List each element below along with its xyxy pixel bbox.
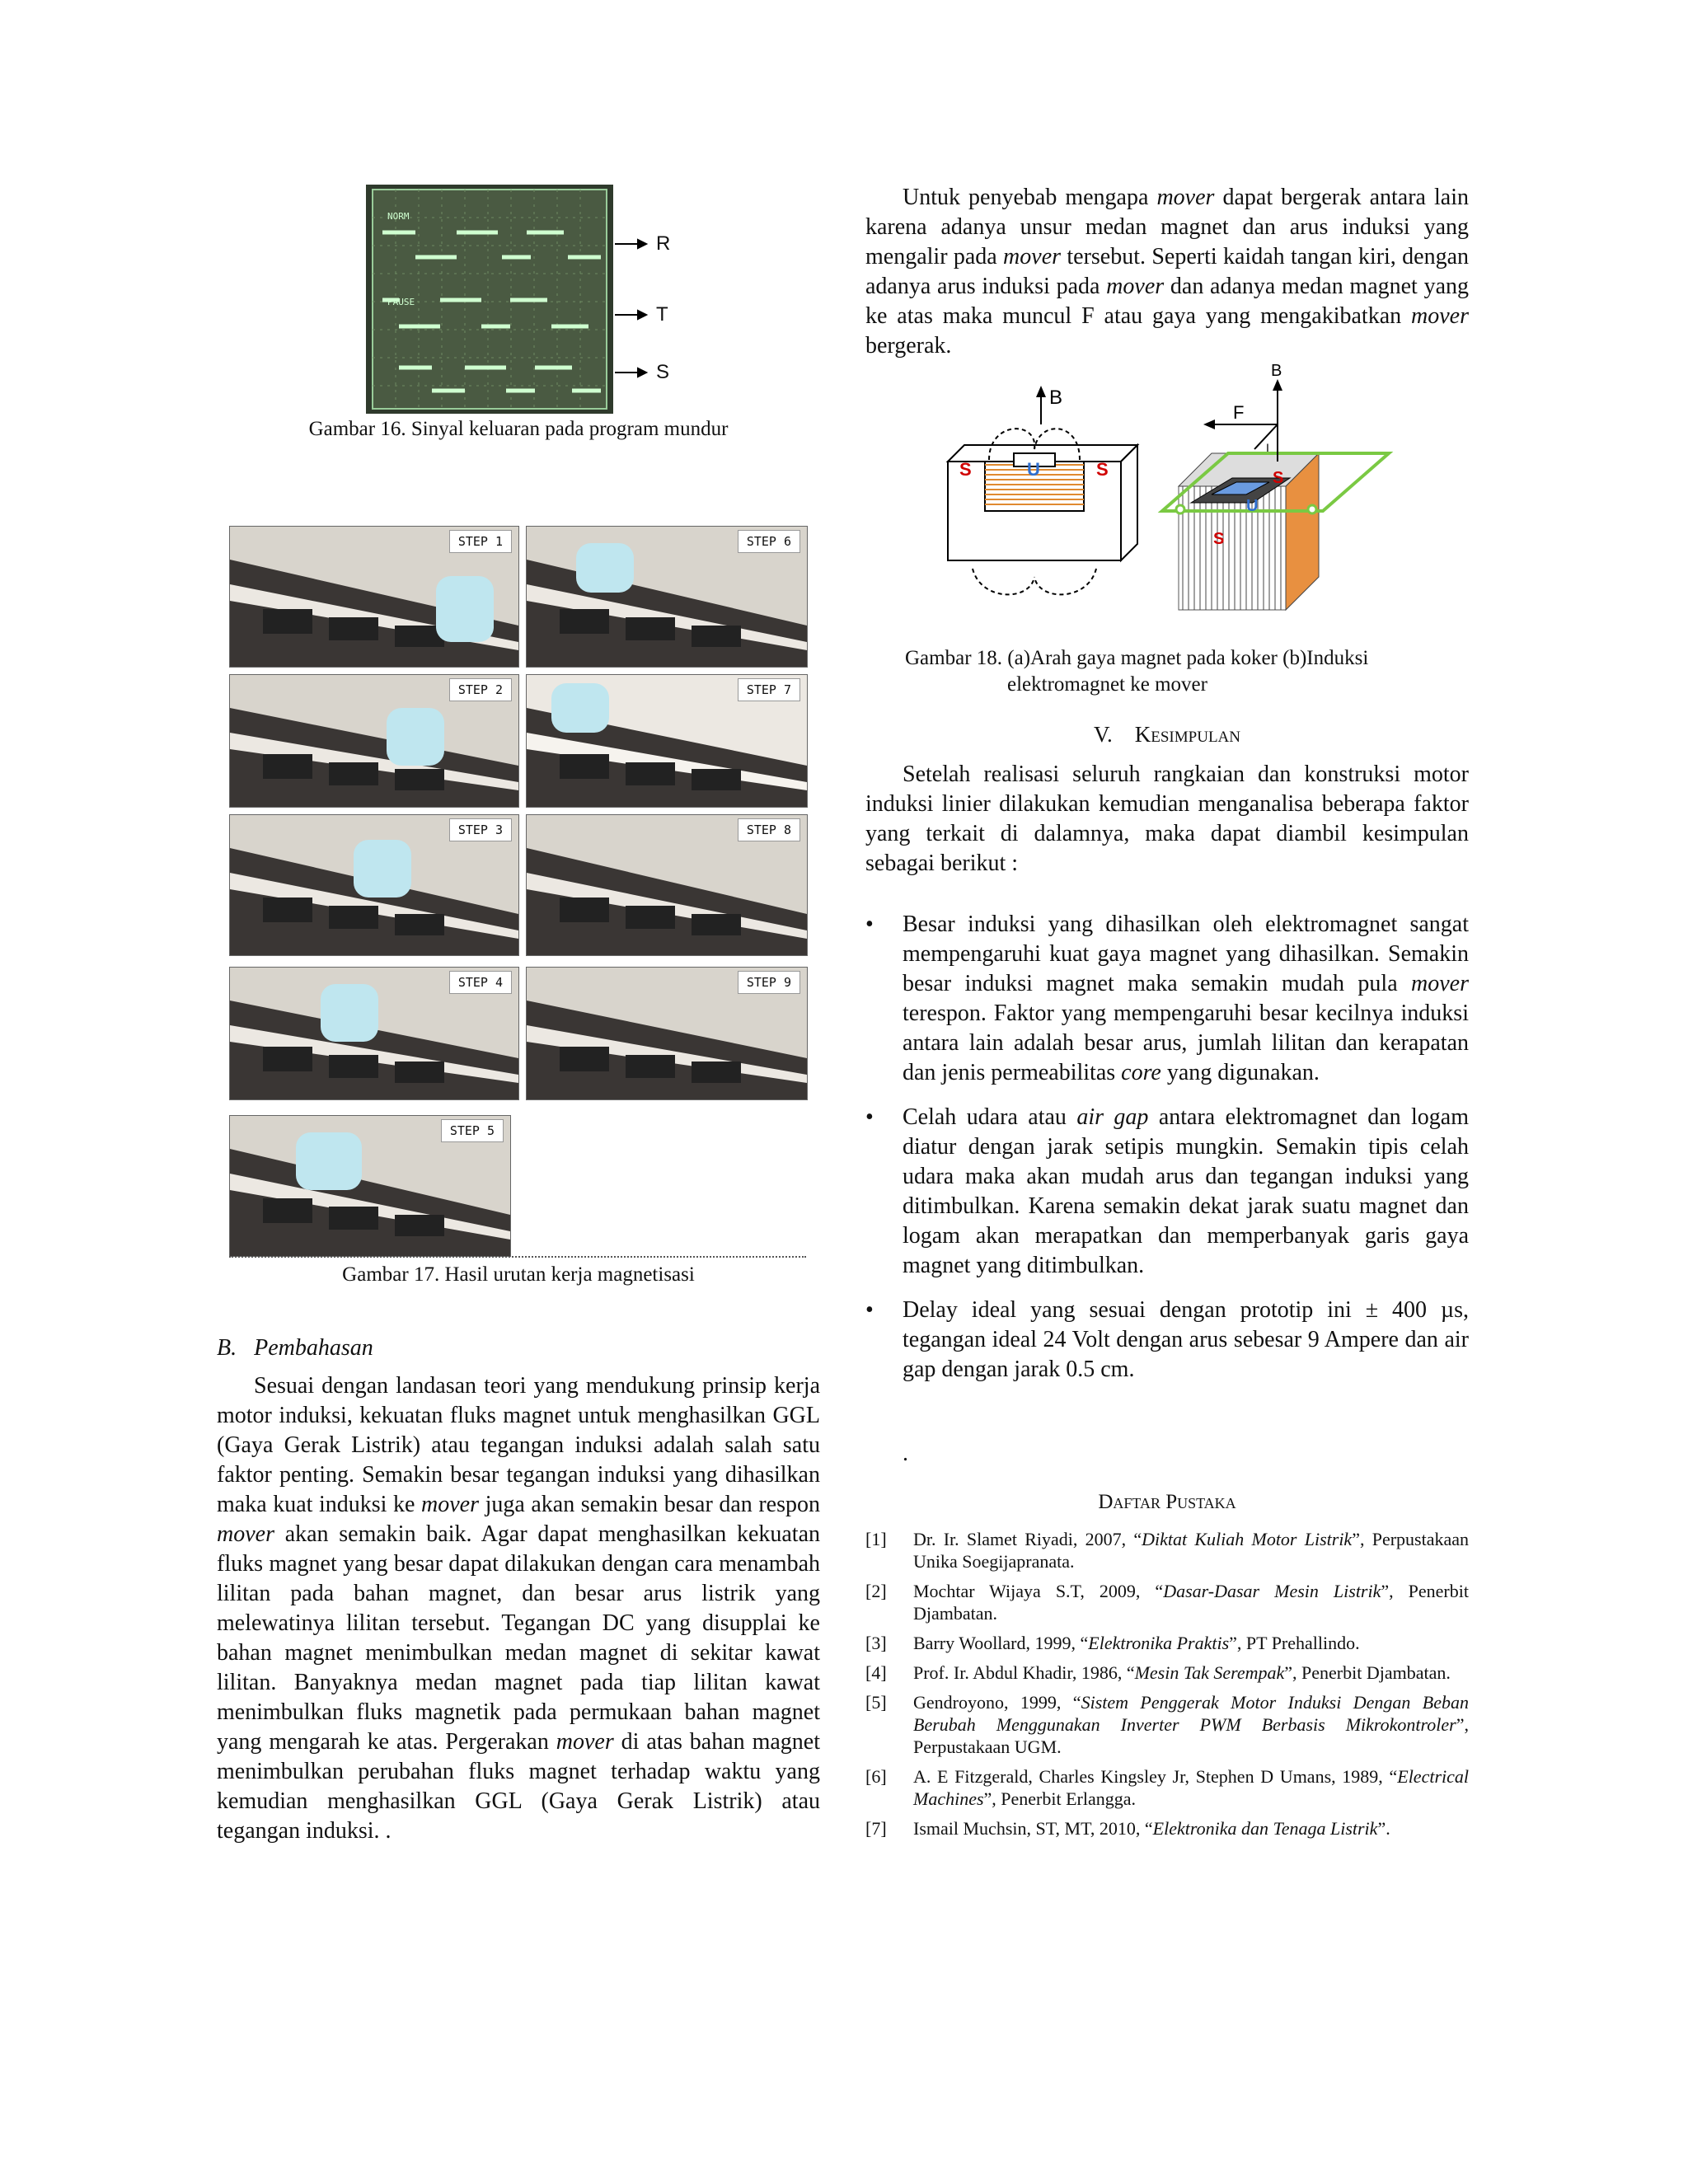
channel-label-s: S — [656, 361, 670, 383]
reference-item: [7] Ismail Muchsin, ST, MT, 2010, “Elektronika dan Tenaga Listrik”. — [865, 1818, 1390, 1839]
figure-18-caption-line2: elektromagnet ke mover — [1007, 673, 1207, 696]
figure-18-caption-line1: Gambar 18. (a)Arah gaya magnet pada koker (b)Induksi — [905, 647, 1369, 669]
step-photo-3 — [229, 814, 519, 956]
step-photo-8 — [526, 814, 808, 956]
channel-label-r: R — [656, 232, 671, 255]
step-photo-9 — [526, 967, 808, 1100]
scope-channel-arrows — [613, 185, 687, 414]
reference-item: [3] Barry Woollard, 1999, “Elektronika Praktis”, PT Prehallindo. — [865, 1633, 1360, 1653]
figure-16-caption: Gambar 16. Sinyal keluaran pada program mundur — [308, 418, 729, 440]
channel-label-t: T — [656, 303, 668, 326]
step-label-9: STEP 9 — [738, 971, 800, 994]
reference-item: [5] Gendroyono, 1999, “Sistem Penggerak Motor Induksi Dengan Beban Berubah Menggunakan Inverter PWM Berbasis Mikrokontroler”, Perpustakaan UGM. — [865, 1692, 1469, 1757]
diagram-a-label-s-left: S — [959, 459, 972, 480]
step-label-7: STEP 7 — [738, 678, 800, 701]
step-label-5: STEP 5 — [441, 1119, 504, 1142]
section-v-heading — [865, 720, 1469, 748]
oscilloscope-screen — [366, 185, 613, 414]
diagram-b-label-i: I — [1266, 441, 1269, 454]
step-label-1: STEP 1 — [449, 530, 512, 553]
diagram-a-label-s-right: S — [1096, 459, 1109, 480]
diagram-a-core — [948, 386, 1137, 594]
step-label-3: STEP 3 — [449, 818, 512, 841]
section-b-title: Pembahasan — [254, 1335, 373, 1361]
references-heading — [865, 1490, 1469, 1515]
trailing-dot: . — [903, 1441, 908, 1466]
references-list — [865, 1528, 1469, 1847]
right-intro-paragraph: Untuk penyebab mengapa mover dapat bergerak antara lain karena adanya unsur medan magnet dan arus induksi yang mengalir pada mover tersebut. Seperti kaidah tangan kiri, dengan adanya arus induksi pada mover dan adanya medan magnet yang ke atas maka muncul F atau gaya yang mengakibatkan mover bergerak. — [865, 185, 1469, 359]
figure-18-diagram — [940, 363, 1401, 618]
figure-17 — [229, 526, 809, 1259]
reference-item: [2] Mochtar Wijaya S.T, 2009, “Dasar-Dasar Mesin Listrik”, Penerbit Djambatan. — [865, 1581, 1469, 1624]
conclusion-item-2: • Celah udara atau air gap antara elektromagnet dan logam diatur dengan jarak setipis mungkin. Semakin tipis celah udara maka akan mudah arus dan tegangan induksi yang ditimbulkan. Karena semakin dekat jarak suatu magnet dan logam akan merapatkan dan memperbanyak garis gaya magnet yang ditimbulkan. — [865, 1104, 1470, 1278]
step-photo-6 — [526, 526, 808, 668]
scope-readout-norm: NORM — [387, 211, 410, 222]
step-photo-5 — [229, 1115, 511, 1257]
conclusion-list — [865, 910, 1469, 1399]
step-label-6: STEP 6 — [738, 530, 800, 553]
step-label-8: STEP 8 — [738, 818, 800, 841]
section-v-title: Kesimpulan — [1134, 722, 1240, 747]
bullet-icon: • — [865, 1297, 874, 1323]
figure-17-bottom-rule — [229, 1256, 806, 1258]
step-photo-4 — [229, 967, 519, 1100]
reference-item: [1] Dr. Ir. Slamet Riyadi, 2007, “Diktat Kuliah Motor Listrik”, Perpustakaan Unika Soegijapranata. — [865, 1529, 1469, 1572]
diagram-a-label-b: B — [1049, 387, 1063, 409]
figure-16 — [366, 185, 687, 414]
step-photo-7 — [526, 674, 808, 808]
section-v-intro: Setelah realisasi seluruh rangkaian dan konstruksi motor induksi linier dilakukan kemudian menganalisa beberapa faktor yang terkait di dalamnya, maka dapat diambil kesimpulan sebagai berikut : — [865, 762, 1469, 876]
section-v-number: V. — [1093, 722, 1113, 747]
bullet-icon: • — [865, 912, 874, 937]
conclusion-item-1: • Besar induksi yang dihasilkan oleh elektromagnet sangat mempengaruhi kuat gaya magnet yang dihasilkan. Semakin besar induksi magnet maka semakin mudah pula mover terespon. Faktor yang mempengaruhi besar kecilnya induksi antara lain adalah besar arus, jumlah lilitan dan kerapatan dan jenis permeabilitas core yang digunakan. — [865, 912, 1469, 1085]
step-photo-2 — [229, 674, 519, 808]
diagram-b-label-s1: S — [1273, 469, 1284, 487]
reference-item: [6] A. E Fitzgerald, Charles Kingsley Jr, Stephen D Umans, 1989, “Electrical Machines”, Penerbit Erlangga. — [865, 1766, 1469, 1809]
section-b-number: B. — [217, 1335, 237, 1361]
diagram-b-label-b: B — [1271, 363, 1282, 380]
section-b-heading — [217, 1333, 820, 1363]
diagram-b-label-f: F — [1233, 402, 1245, 423]
diagram-b-label-s2: S — [1213, 530, 1225, 548]
diagram-b-label-u: U — [1246, 497, 1259, 515]
section-b-paragraph: Sesuai dengan landasan teori yang mendukung prinsip kerja motor induksi, kekuatan fluks magnet untuk menghasilkan GGL (Gaya Gerak Listrik) atau tegangan induksi adalah salah satu faktor penting. Semakin besar tegangan induksi yang dihasilkan maka kuat induksi ke mover juga akan semakin besar dan respon mover akan semakin baik. Agar dapat menghasilkan kekuatan fluks magnet yang besar dapat dilakukan dengan cara menambah lilitan pada bahan magnet, dan besar arus listrik yang melewatinya lilitan tersebut. Tegangan DC yang disupplai ke bahan magnet menimbulkan medan magnet di sekitar kawat lilitan. Banyaknya medan magnet pada tiap lilitan kawat menimbulkan fluks magnetik pada permukaan bahan magnet yang mengarah ke atas. Pergerakan mover di atas bahan magnet menimbulkan perubahan fluks magnet terhadap waktu yang kemudian menghasilkan GGL (Gaya Gerak Listrik) atau tegangan induksi. . — [217, 1373, 820, 1844]
scope-readout-pause: PAUSE — [387, 297, 415, 307]
reference-item: [4] Prof. Ir. Abdul Khadir, 1986, “Mesin Tak Serempak”, Penerbit Djambatan. — [865, 1662, 1451, 1683]
references-title: Daftar Pustaka — [1098, 1491, 1236, 1513]
step-label-2: STEP 2 — [449, 678, 512, 701]
step-photo-1 — [229, 526, 519, 668]
conclusion-item-3: • Delay ideal yang sesuai dengan prototip ini ± 400 µs, tegangan ideal 24 Volt dengan arus sebesar 9 Ampere dan air gap dengan jarak 0.5 cm. — [865, 1297, 1469, 1382]
figure-17-caption: Gambar 17. Hasil urutan kerja magnetisasi — [342, 1263, 695, 1286]
step-label-4: STEP 4 — [449, 971, 512, 994]
diagram-b-core — [1162, 379, 1389, 610]
bullet-icon: • — [865, 1104, 874, 1130]
diagram-a-label-u: U — [1027, 459, 1040, 480]
